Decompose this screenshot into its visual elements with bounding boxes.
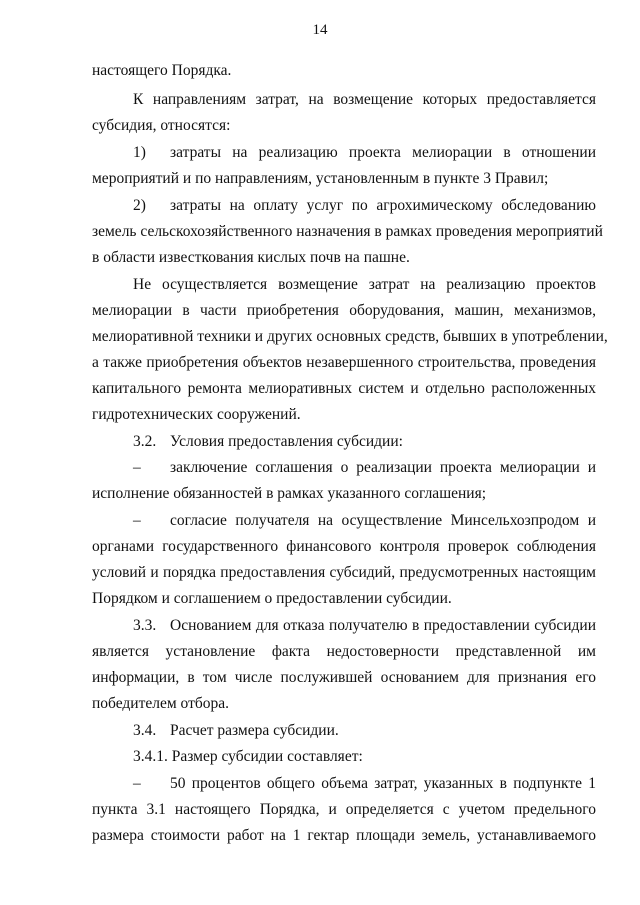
text-line: Порядком и соглашением о предоставлении субсидии. xyxy=(92,590,452,607)
text-line: заключение соглашения о реализации проекта мелиорации и xyxy=(170,459,596,476)
text-line: затраты на оплату услуг по агрохимическому обследованию xyxy=(170,197,596,214)
section-heading: Условия предоставления субсидии: xyxy=(170,433,403,450)
section-heading: 3.4.1. Размер субсидии составляет: xyxy=(133,748,363,765)
list-marker: – xyxy=(133,459,141,476)
text-line: Не осуществляется возмещение затрат на реализацию проектов xyxy=(133,276,596,293)
text-line: мелиорации в части приобретения оборудования, машин, механизмов, xyxy=(92,302,596,319)
section-number: 3.4. xyxy=(133,722,157,739)
text-line: Основанием для отказа получателю в предоставлении субсидии xyxy=(170,617,596,634)
text-line: органами государственного финансового контроля проверок соблюдения xyxy=(92,538,596,555)
text-line: К направлениям затрат, на возмещение которых предоставляется xyxy=(133,91,596,108)
text-line: размера стоимости работ на 1 гектар площади земель, устанавливаемого xyxy=(92,827,596,844)
text-line: в области известкования кислых почв на пашне. xyxy=(92,249,410,266)
list-marker: – xyxy=(133,775,141,792)
text-line: субсидия, относятся: xyxy=(92,117,231,134)
text-line: условий и порядка предоставления субсидий, предусмотренных настоящим xyxy=(92,564,596,581)
text-line: затраты на реализацию проекта мелиорации в отношении xyxy=(170,144,596,161)
list-marker: 2) xyxy=(133,197,146,214)
text-line: исполнение обязанностей в рамках указанного соглашения; xyxy=(92,485,487,502)
text-line: является установление факта недостоверности представленной им xyxy=(92,643,596,660)
text-line: настоящего Порядка. xyxy=(92,62,232,79)
section-number: 3.2. xyxy=(133,433,157,450)
text-line: земель сельскохозяйственного назначения в рамках проведения мероприятий xyxy=(92,223,603,240)
list-marker: – xyxy=(133,512,141,529)
text-line: победителем отбора. xyxy=(92,695,229,712)
section-heading: Расчет размера субсидии. xyxy=(170,722,339,739)
text-line: капитального ремонта мелиоративных систем и отдельно расположенных xyxy=(92,380,596,397)
text-line: согласие получателя на осуществление Минсельхозпродом и xyxy=(170,512,596,529)
text-line: 50 процентов общего объема затрат, указанных в подпункте 1 xyxy=(170,775,596,792)
list-marker: 1) xyxy=(133,144,146,161)
text-line: мелиоративной техники и других основных средств, бывших в употреблении, xyxy=(92,328,608,345)
text-line: а также приобретения объектов незавершенного строительства, проведения xyxy=(92,354,596,371)
text-line: мероприятий и по направлениям, установленным в пункте 3 Правил; xyxy=(92,170,549,187)
text-line: информации, в том числе послужившей основанием для признания его xyxy=(92,669,596,686)
page-number: 14 xyxy=(312,22,328,38)
text-line: пункта 3.1 настоящего Порядка, и определяется с учетом предельного xyxy=(92,801,596,818)
section-number: 3.3. xyxy=(133,617,157,634)
text-line: гидротехнических сооружений. xyxy=(92,406,301,423)
